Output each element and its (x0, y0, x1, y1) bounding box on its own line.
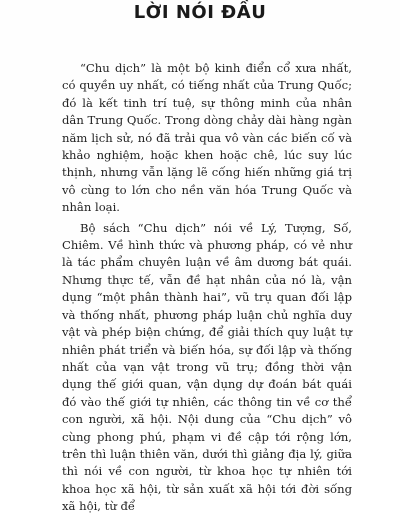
paragraph-1: “Chu dịch” là một bộ kinh điển cổ xưa nhất, có quyền uy nhất, có tiếng nhất của Trung Quốc; đó là kết tinh trí tuệ, sự thông minh của nhân dân Trung Quốc. Trong dòng chảy dài hàng ngàn năm lịch sử, nó đã trải qua vô vàn các biến cố và khảo nghiệm, hoặc khen hoặc chê, lúc suy lúc thịnh, nhưng vẫn lặng lẽ cống hiến những giá trị vô cùng to lớn cho nền văn hóa Trung Quốc và nhân loại. (62, 61, 352, 215)
paragraph-2: Bộ sách “Chu dịch” nói về Lý, Tượng, Số, Chiêm. Về hình thức và phương pháp, có vẻ như là tác phẩm chuyên luận về âm dương bát quái. Nhưng thực tế, vẫn đề hạt nhân của nó là, vận dụng “một phân thành hai”, vũ trụ quan đối lập và thống nhất, phương pháp luận chủ nghĩa duy vật và phép biện chứng, để giải thích quy luật tự nhiên phát triển và biến hóa, sự đối lập và thống nhất của vạn vật trong vũ trụ; đồng thời vận dụng thế giới quan, vận dụng dự đoán bát quái đó vào thế giới tự nhiên, các thông tin về cơ thể con người, xã hội. Nội dung của “Chu dịch” vô cùng phong phú, phạm vi đề cập tới rộng lớn, trên thì luận thiên văn, dưới thì giảng địa lý, giữa thì nói về con người, từ khoa học tự nhiên tới khoa học xã hội, từ sản xuất xã hội tới đời sống xã hội, từ để (62, 220, 352, 514)
page-title: LỜI NÓI ĐẦU (133, 2, 267, 23)
preface-body (62, 60, 352, 519)
